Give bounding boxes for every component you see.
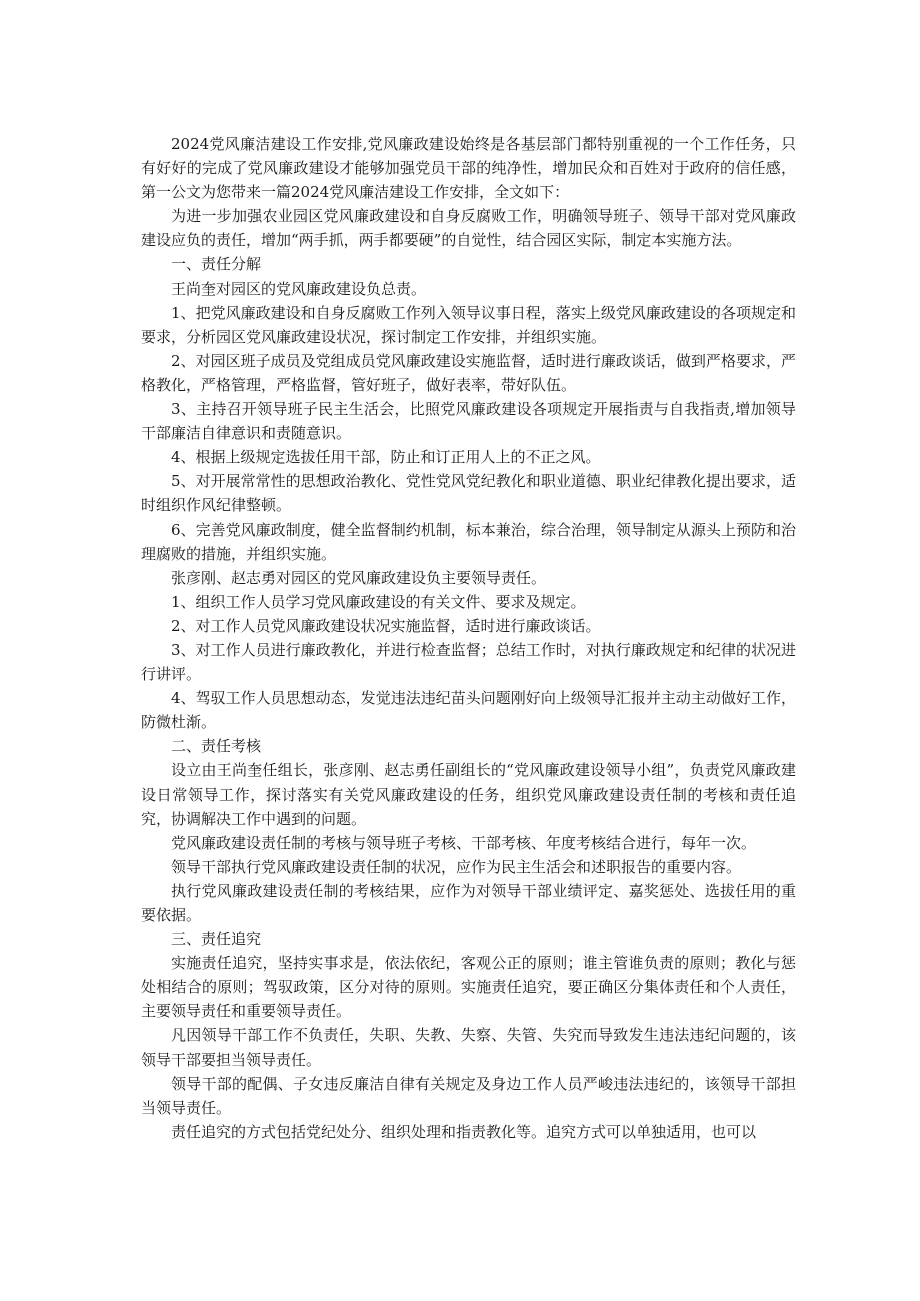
list-item: 1、组织工作人员学习党风廉政建设的有关文件、要求及规定。 xyxy=(171,592,586,611)
main-responsibility-paragraph: 张彦刚、赵志勇对园区的党风廉政建设负主要领导责任。 xyxy=(171,568,547,587)
section-heading-responsibility-assessment: 二、责任考核 xyxy=(171,737,262,756)
purpose-paragraph: 为进一步加强农业园区党风廉政建设和自身反腐败工作，明确领导班子、领导干部对党风廉政建设应负的责任，增加“两手抓，两手都要硬”的自觉性，结合园区实际，制定本实施方法。 xyxy=(141,207,796,250)
document-body xyxy=(141,132,796,1144)
intro-paragraph: 2024党风廉洁建设工作安排,党风廉政建设始终是各基层部门都特别重视的一个工作任务，只有好好的完成了党风廉政建设才能够加强党员干部的纯净性，增加民众和百姓对于政府的信任感，第一公文为您带来一篇2024党风廉洁建设工作安排，全文如下： xyxy=(141,135,796,202)
list-item: 4、根据上级规定选拔任用干部，防止和订正用人上的不正之风。 xyxy=(171,448,601,467)
body-paragraph: 领导干部执行党风廉政建设责任制的状况，应作为民主生活会和述职报告的重要内容。 xyxy=(171,857,742,876)
list-item: 1、把党风廉政建设和自身反腐败工作列入领导议事日程，落实上级党风廉政建设的各项规定和要求，分析园区党风廉政建设状况，探讨制定工作安排，并组织实施。 xyxy=(141,303,796,346)
body-paragraph: 责任追究的方式包括党纪处分、组织处理和指责教化等。追究方式可以单独适用，也可以 xyxy=(171,1122,757,1141)
body-paragraph: 设立由王尚奎任组长，张彦刚、赵志勇任副组长的“党风廉政建设领导小组”，负责党风廉政建设日常领导工作，探讨落实有关党风廉政建设的任务，组织党风廉政建设责任制的考核和责任追究，协调解决工作中遇到的问题。 xyxy=(141,761,796,828)
overall-responsibility-paragraph: 王尚奎对园区的党风廉政建设负总责。 xyxy=(171,279,427,298)
list-item: 2、对工作人员党风廉政建设状况实施监督，适时进行廉政谈话。 xyxy=(171,616,601,635)
body-paragraph: 党风廉政建设责任制的考核与领导班子考核、干部考核、年度考核结合进行，每年一次。 xyxy=(171,833,757,852)
section-heading-responsibility-breakdown: 一、责任分解 xyxy=(171,255,262,274)
list-item: 3、主持召开领导班子民主生活会，比照党风廉政建设各项规定开展指责与自我指责,增加领导干部廉洁自律意识和责随意识。 xyxy=(141,400,796,443)
section-heading-accountability: 三、责任追究 xyxy=(171,930,262,949)
list-item: 4、驾驭工作人员思想动态，发觉违法违纪苗头问题刚好向上级领导汇报并主动主动做好工作，防微杜渐。 xyxy=(141,689,796,732)
body-paragraph: 实施责任追究，坚持实事求是，依法依纪，客观公正的原则；谁主管谁负责的原则；教化与惩处相结合的原则；驾驭政策，区分对待的原则。实施责任追究，要正确区分集体责任和个人责任，主要领导责任和重要领导责任。 xyxy=(141,954,796,1021)
list-item: 3、对工作人员进行廉政教化，并进行检查监督；总结工作时，对执行廉政规定和纪律的状况进行讲评。 xyxy=(141,640,796,684)
list-item: 2、对园区班子成员及党组成员党风廉政建设实施监督，适时进行廉政谈话，做到严格要求，严格教化，严格管理，严格监督，管好班子，做好表率，带好队伍。 xyxy=(141,351,796,394)
body-paragraph: 执行党风廉政建设责任制的考核结果，应作为对领导干部业绩评定、嘉奖惩处、选拔任用的重要依据。 xyxy=(141,881,796,924)
list-item: 6、完善党风廉政制度，健全监督制约机制，标本兼治，综合治理，领导制定从源头上预防和治理腐败的措施，并组织实施。 xyxy=(141,520,796,563)
body-paragraph: 领导干部的配偶、子女违反廉洁自律有关规定及身边工作人员严峻违法违纪的，该领导干部担当领导责任。 xyxy=(141,1074,796,1117)
list-item: 5、对开展常常性的思想政治教化、党性党风党纪教化和职业道德、职业纪律教化提出要求，适时组织作风纪律整顿。 xyxy=(141,472,796,515)
body-paragraph: 凡因领导干部工作不负责任，失职、失教、失察、失管、失究而导致发生违法违纪问题的，该领导干部要担当领导责任。 xyxy=(141,1026,796,1069)
